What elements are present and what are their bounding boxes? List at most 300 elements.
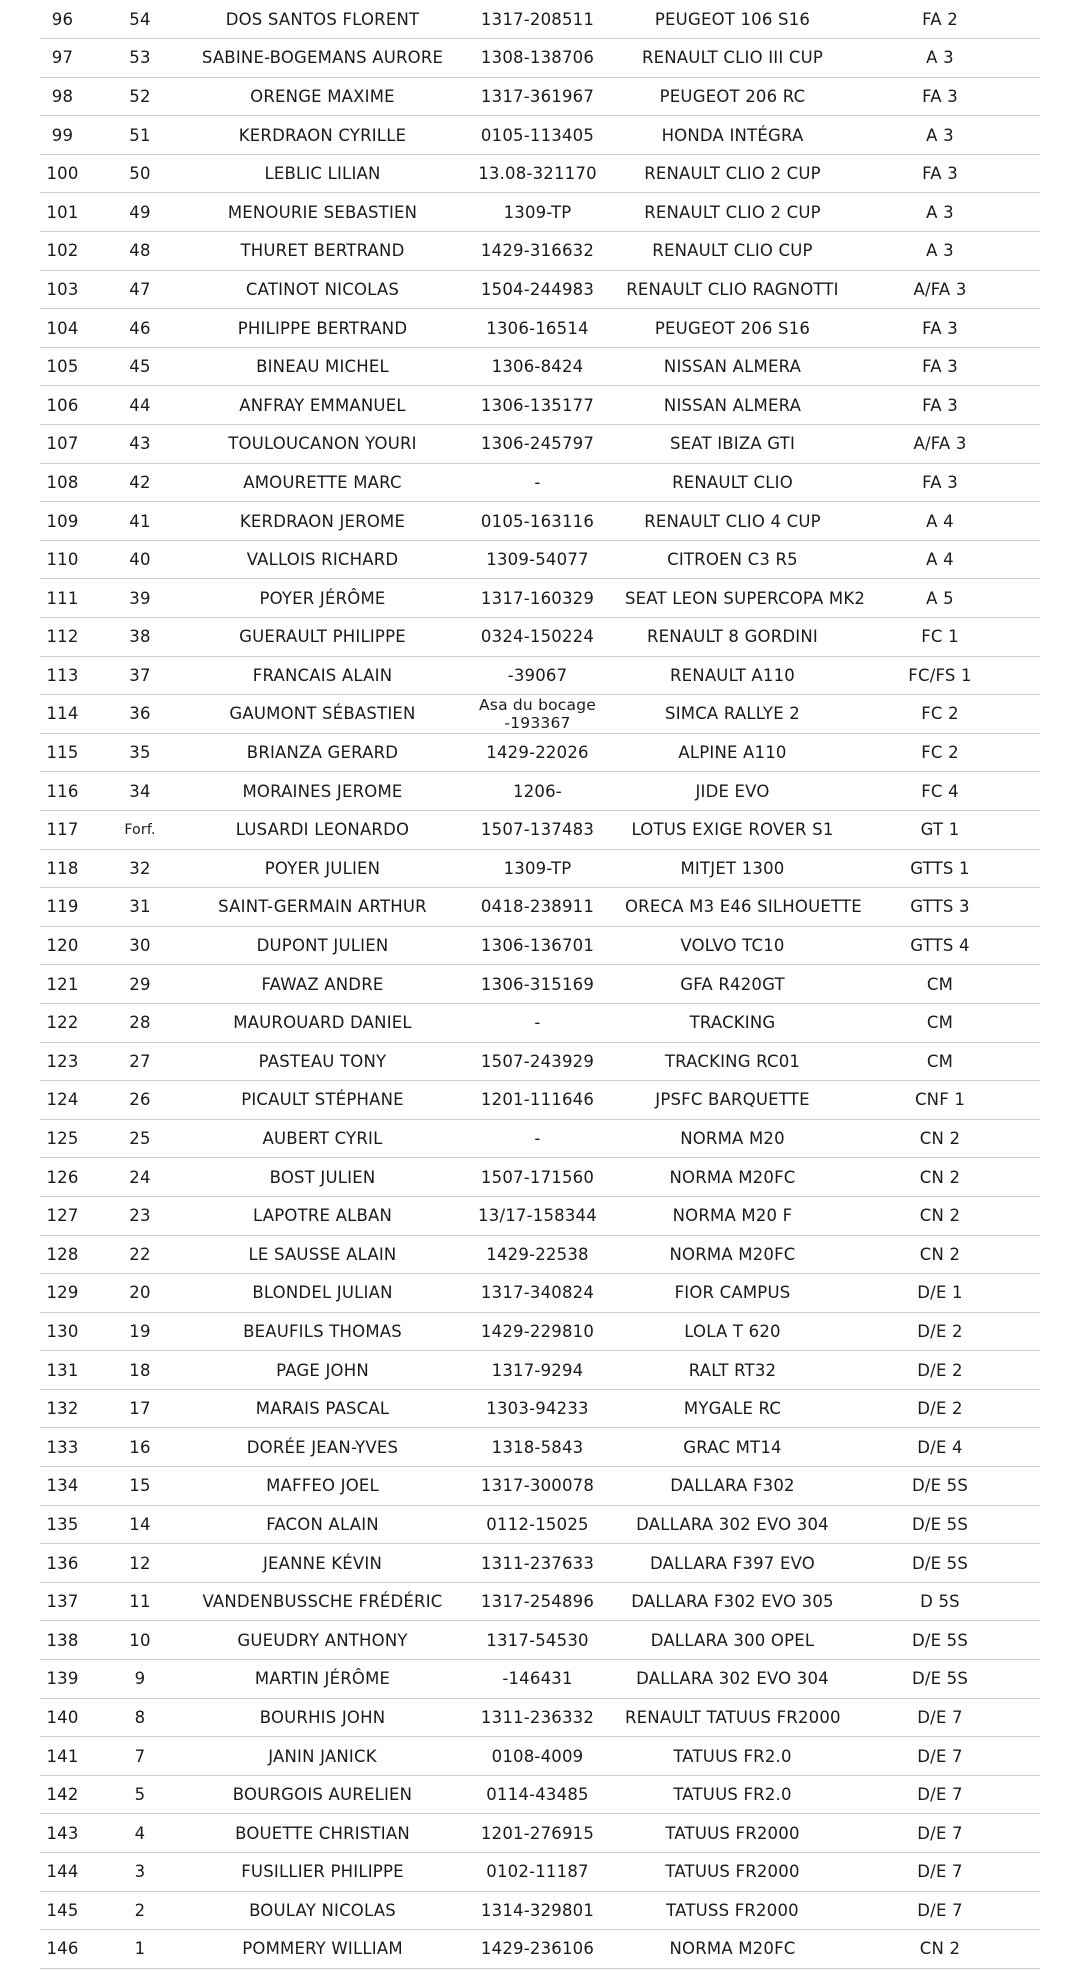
driver-name-cell: MAUROUARD DANIEL bbox=[233, 1013, 412, 1033]
licence-cell: 0105-113405 bbox=[480, 125, 595, 145]
licence-cell: 1306-136701 bbox=[480, 936, 595, 956]
race-number-cell: 26 bbox=[129, 1090, 151, 1110]
driver-name-cell: AUBERT CYRIL bbox=[262, 1129, 383, 1149]
car-model-cell: LOLA T 620 bbox=[684, 1321, 781, 1341]
race-number-cell: 12 bbox=[129, 1553, 151, 1573]
car-model-cell: MYGALE RC bbox=[683, 1399, 782, 1419]
race-number-cell: 28 bbox=[129, 1013, 151, 1033]
table-row bbox=[40, 1544, 1040, 1583]
car-model-cell: TATUUS FR2.0 bbox=[673, 1785, 792, 1805]
table-row bbox=[40, 772, 1040, 811]
licence-cell: -146431 bbox=[502, 1669, 573, 1689]
driver-name-cell: SAINT-GERMAIN ARTHUR bbox=[218, 897, 427, 917]
driver-name-cell: BEAUFILS THOMAS bbox=[243, 1321, 402, 1341]
table-row bbox=[40, 154, 1040, 193]
table-row bbox=[40, 1582, 1040, 1621]
table-row bbox=[40, 810, 1040, 849]
table-row bbox=[40, 926, 1040, 965]
race-number-cell: 34 bbox=[129, 781, 151, 801]
table-row bbox=[40, 888, 1040, 927]
driver-name-cell: BRIANZA GERARD bbox=[246, 743, 399, 763]
position-cell: 103 bbox=[46, 279, 79, 299]
table-row bbox=[40, 1042, 1040, 1081]
licence-cell: 1201-276915 bbox=[480, 1823, 595, 1843]
position-cell: 134 bbox=[46, 1476, 79, 1496]
table-row bbox=[40, 347, 1040, 386]
position-cell: 135 bbox=[46, 1514, 79, 1534]
class-cell: D/E 5S bbox=[911, 1476, 969, 1496]
position-cell: 121 bbox=[46, 974, 79, 994]
table-row bbox=[40, 1351, 1040, 1390]
race-number-cell: 14 bbox=[129, 1514, 151, 1534]
race-number-cell: 30 bbox=[129, 936, 151, 956]
race-number-cell: 36 bbox=[129, 704, 151, 724]
entry-list-body bbox=[40, 0, 1040, 1968]
position-cell: 114 bbox=[46, 704, 79, 724]
driver-name-cell: SABINE-BOGEMANS AURORE bbox=[201, 48, 444, 68]
car-model-cell: NORMA M20 F bbox=[672, 1206, 793, 1226]
licence-cell: 0324-150224 bbox=[480, 627, 595, 647]
driver-name-cell: POYER JULIEN bbox=[264, 858, 381, 878]
race-number-cell: 1 bbox=[134, 1939, 146, 1959]
table-row bbox=[40, 618, 1040, 657]
table-row bbox=[40, 0, 1040, 39]
table-row bbox=[40, 1119, 1040, 1158]
class-cell: FA 2 bbox=[922, 9, 958, 29]
race-number-cell: 27 bbox=[129, 1051, 151, 1071]
table-row bbox=[40, 1158, 1040, 1197]
driver-name-cell: FAWAZ ANDRE bbox=[261, 974, 384, 994]
table-row bbox=[40, 1698, 1040, 1737]
class-cell: CM bbox=[926, 974, 954, 994]
race-number-cell: 47 bbox=[129, 279, 151, 299]
car-model-cell: RENAULT 8 GORDINI bbox=[646, 627, 818, 647]
position-cell: 116 bbox=[46, 781, 79, 801]
table-row bbox=[40, 309, 1040, 348]
car-model-cell: VOLVO TC10 bbox=[680, 936, 785, 956]
race-number-cell: 16 bbox=[129, 1437, 151, 1457]
car-model-cell: NORMA M20 bbox=[680, 1129, 785, 1149]
car-model-cell: RENAULT CLIO 2 CUP bbox=[644, 164, 821, 184]
car-model-cell: TATUUS FR2000 bbox=[665, 1862, 800, 1882]
licence-cell: 1309-54077 bbox=[486, 550, 589, 570]
driver-name-cell: BOURGOIS AURELIEN bbox=[232, 1785, 413, 1805]
driver-name-cell: GUERAULT PHILIPPE bbox=[239, 627, 406, 647]
car-model-cell: RENAULT CLIO RAGNOTTI bbox=[626, 279, 839, 299]
licence-cell: 1306-135177 bbox=[480, 395, 595, 415]
race-number-cell: 51 bbox=[129, 125, 151, 145]
driver-name-cell: FRANCAIS ALAIN bbox=[252, 665, 393, 685]
class-cell: D/E 2 bbox=[917, 1321, 963, 1341]
position-cell: 111 bbox=[46, 588, 79, 608]
licence-cell: 1317-9294 bbox=[491, 1360, 584, 1380]
car-model-cell: RENAULT TATUUS FR2000 bbox=[625, 1707, 841, 1727]
car-model-cell: TRACKING RC01 bbox=[664, 1051, 801, 1071]
car-model-cell: DALLARA 302 EVO 304 bbox=[636, 1514, 829, 1534]
driver-name-cell: THURET BERTRAND bbox=[240, 241, 405, 261]
race-number-cell: 42 bbox=[129, 472, 151, 492]
licence-cell: 1318-5843 bbox=[491, 1437, 584, 1457]
car-model-cell: PEUGEOT 106 S16 bbox=[654, 9, 811, 29]
position-cell: 107 bbox=[46, 434, 79, 454]
class-cell: D/E 7 bbox=[917, 1785, 963, 1805]
class-cell: GTTS 3 bbox=[910, 897, 970, 917]
car-model-cell: RENAULT CLIO III CUP bbox=[641, 48, 824, 68]
car-model-cell: NISSAN ALMERA bbox=[663, 357, 802, 377]
licence-cell: 1303-94233 bbox=[486, 1399, 589, 1419]
table-row bbox=[40, 1428, 1040, 1467]
licence-cell: 1317-160329 bbox=[480, 588, 595, 608]
car-model-cell: NORMA M20FC bbox=[669, 1244, 796, 1264]
table-row bbox=[40, 386, 1040, 425]
car-model-cell: SEAT LEON SUPERCOPA MK2 bbox=[625, 588, 866, 608]
licence-cell: 1507-243929 bbox=[480, 1051, 595, 1071]
licence-cell: 1317-208511 bbox=[480, 9, 595, 29]
driver-name-cell: LAPOTRE ALBAN bbox=[252, 1206, 393, 1226]
position-cell: 137 bbox=[46, 1592, 79, 1612]
table-row bbox=[40, 540, 1040, 579]
car-model-cell: MITJET 1300 bbox=[680, 858, 785, 878]
class-cell: CN 2 bbox=[919, 1939, 961, 1959]
position-cell: 125 bbox=[46, 1129, 79, 1149]
driver-name-cell: JANIN JANICK bbox=[268, 1746, 377, 1766]
position-cell: 113 bbox=[46, 665, 79, 685]
car-model-cell: GFA R420GT bbox=[680, 974, 785, 994]
class-cell: D/E 5S bbox=[911, 1630, 969, 1650]
race-number-cell: 31 bbox=[129, 897, 151, 917]
race-number-cell: 52 bbox=[129, 86, 151, 106]
driver-name-cell: BOULAY NICOLAS bbox=[249, 1900, 396, 1920]
licence-cell: 1314-329801 bbox=[480, 1900, 595, 1920]
class-cell: A 3 bbox=[926, 241, 954, 261]
driver-name-cell: ANFRAY EMMANUEL bbox=[239, 395, 406, 415]
table-row bbox=[40, 39, 1040, 78]
entry-list-table bbox=[40, 0, 1040, 1969]
driver-name-cell: DOS SANTOS FLORENT bbox=[225, 9, 420, 29]
table-row bbox=[40, 733, 1040, 772]
table-row bbox=[40, 695, 1040, 734]
class-cell: FC 1 bbox=[921, 627, 959, 647]
position-cell: 146 bbox=[46, 1939, 79, 1959]
driver-name-cell: GAUMONT SÉBASTIEN bbox=[229, 704, 416, 724]
table-row bbox=[40, 502, 1040, 541]
driver-name-cell: BOST JULIEN bbox=[269, 1167, 376, 1187]
class-cell: A/FA 3 bbox=[913, 279, 967, 299]
driver-name-cell: MENOURIE SEBASTIEN bbox=[227, 202, 418, 222]
licence-cell: 1308-138706 bbox=[480, 48, 595, 68]
licence-cell: 1206- bbox=[513, 781, 562, 801]
table-row bbox=[40, 965, 1040, 1004]
position-cell: 115 bbox=[46, 743, 79, 763]
table-row bbox=[40, 270, 1040, 309]
driver-name-cell: FUSILLIER PHILIPPE bbox=[241, 1862, 404, 1882]
position-cell: 136 bbox=[46, 1553, 79, 1573]
licence-cell: 1429-22538 bbox=[486, 1244, 589, 1264]
licence-cell: - bbox=[534, 472, 541, 492]
class-cell: CN 2 bbox=[919, 1167, 961, 1187]
class-cell: D/E 5S bbox=[911, 1514, 969, 1534]
licence-cell: 1311-237633 bbox=[480, 1553, 595, 1573]
car-model-cell: JPSFC BARQUETTE bbox=[655, 1090, 810, 1110]
table-row bbox=[40, 1467, 1040, 1506]
race-number-cell: 29 bbox=[129, 974, 151, 994]
position-cell: 139 bbox=[46, 1669, 79, 1689]
licence-cell: 0418-238911 bbox=[480, 897, 595, 917]
car-model-cell: RALT RT32 bbox=[688, 1360, 777, 1380]
class-cell: CN 2 bbox=[919, 1244, 961, 1264]
licence-cell: 1429-316632 bbox=[480, 241, 595, 261]
class-cell: CN 2 bbox=[919, 1206, 961, 1226]
race-number-cell: 37 bbox=[129, 665, 151, 685]
car-model-cell: GRAC MT14 bbox=[683, 1437, 782, 1457]
race-number-cell: 49 bbox=[129, 202, 151, 222]
class-cell: D 5S bbox=[920, 1592, 960, 1612]
class-cell: D/E 5S bbox=[911, 1553, 969, 1573]
licence-cell: Asa du bocage -193367 bbox=[478, 695, 596, 732]
race-number-cell: 9 bbox=[134, 1669, 146, 1689]
car-model-cell: DALLARA F302 EVO 305 bbox=[631, 1592, 834, 1612]
race-number-cell: 5 bbox=[134, 1785, 146, 1805]
class-cell: FA 3 bbox=[922, 164, 958, 184]
licence-cell: 1507-137483 bbox=[480, 820, 595, 840]
class-cell: CNF 1 bbox=[914, 1090, 966, 1110]
car-model-cell: JIDE EVO bbox=[695, 781, 770, 801]
car-model-cell: LOTUS EXIGE ROVER S1 bbox=[631, 820, 834, 840]
table-row bbox=[40, 1853, 1040, 1892]
race-number-cell: 15 bbox=[129, 1476, 151, 1496]
class-cell: A 4 bbox=[926, 511, 954, 531]
car-model-cell: RENAULT A110 bbox=[669, 665, 796, 685]
race-number-cell: 25 bbox=[129, 1129, 151, 1149]
driver-name-cell: MARAIS PASCAL bbox=[255, 1399, 390, 1419]
table-row bbox=[40, 579, 1040, 618]
race-number-cell: 22 bbox=[129, 1244, 151, 1264]
race-number-cell: 24 bbox=[129, 1167, 151, 1187]
position-cell: 131 bbox=[46, 1360, 79, 1380]
position-cell: 108 bbox=[46, 472, 79, 492]
car-model-cell: CITROEN C3 R5 bbox=[667, 550, 798, 570]
licence-cell: 1429-229810 bbox=[480, 1321, 595, 1341]
licence-cell: 1306-315169 bbox=[480, 974, 595, 994]
race-number-cell: 44 bbox=[129, 395, 151, 415]
car-model-cell: TRACKING bbox=[689, 1013, 776, 1033]
car-model-cell: NISSAN ALMERA bbox=[663, 395, 802, 415]
licence-cell: 1306-16514 bbox=[486, 318, 589, 338]
class-cell: GT 1 bbox=[920, 820, 960, 840]
driver-name-cell: KERDRAON CYRILLE bbox=[238, 125, 407, 145]
driver-name-cell: LEBLIC LILIAN bbox=[264, 164, 381, 184]
race-number-cell: 23 bbox=[129, 1206, 151, 1226]
class-cell: FC/FS 1 bbox=[908, 665, 972, 685]
race-number-cell: 50 bbox=[129, 164, 151, 184]
class-cell: D/E 2 bbox=[917, 1360, 963, 1380]
driver-name-cell: TOULOUCANON YOURI bbox=[228, 434, 417, 454]
table-row bbox=[40, 1274, 1040, 1313]
class-cell: D/E 7 bbox=[917, 1746, 963, 1766]
licence-cell: 13/17-158344 bbox=[478, 1206, 597, 1226]
position-cell: 123 bbox=[46, 1051, 79, 1071]
licence-cell: 13.08-321170 bbox=[478, 164, 597, 184]
position-cell: 141 bbox=[46, 1746, 79, 1766]
race-number-cell: 45 bbox=[129, 357, 151, 377]
car-model-cell: FIOR CAMPUS bbox=[674, 1283, 791, 1303]
race-number-cell: Forf. bbox=[124, 821, 156, 838]
table-row bbox=[40, 1312, 1040, 1351]
position-cell: 145 bbox=[46, 1900, 79, 1920]
car-model-cell: DALLARA F302 bbox=[670, 1476, 795, 1496]
licence-cell: - bbox=[534, 1129, 541, 1149]
table-row bbox=[40, 1389, 1040, 1428]
driver-name-cell: ORENGE MAXIME bbox=[250, 86, 395, 106]
position-cell: 117 bbox=[46, 820, 79, 840]
position-cell: 130 bbox=[46, 1321, 79, 1341]
driver-name-cell: VALLOIS RICHARD bbox=[246, 550, 399, 570]
driver-name-cell: BOUETTE CHRISTIAN bbox=[235, 1823, 410, 1843]
licence-cell: 1317-361967 bbox=[480, 86, 595, 106]
car-model-cell: DALLARA 300 OPEL bbox=[650, 1630, 815, 1650]
position-cell: 104 bbox=[46, 318, 79, 338]
class-cell: D/E 7 bbox=[917, 1707, 963, 1727]
driver-name-cell: POMMERY WILLIAM bbox=[242, 1939, 403, 1959]
class-cell: A 3 bbox=[926, 48, 954, 68]
position-cell: 142 bbox=[46, 1785, 79, 1805]
class-cell: D/E 4 bbox=[917, 1437, 963, 1457]
licence-cell: 1309-TP bbox=[503, 858, 572, 878]
race-number-cell: 46 bbox=[129, 318, 151, 338]
driver-name-cell: PAGE JOHN bbox=[276, 1360, 369, 1380]
position-cell: 100 bbox=[46, 164, 79, 184]
class-cell: D/E 5S bbox=[911, 1669, 969, 1689]
class-cell: GTTS 1 bbox=[910, 858, 970, 878]
race-number-cell: 4 bbox=[134, 1823, 146, 1843]
driver-name-cell: BINEAU MICHEL bbox=[256, 357, 389, 377]
driver-name-cell: MORAINES JEROME bbox=[242, 781, 403, 801]
driver-name-cell: GUEUDRY ANTHONY bbox=[237, 1630, 408, 1650]
licence-cell: 1317-254896 bbox=[480, 1592, 595, 1612]
class-cell: D/E 7 bbox=[917, 1862, 963, 1882]
race-number-cell: 41 bbox=[129, 511, 151, 531]
table-row bbox=[40, 656, 1040, 695]
class-cell: A 3 bbox=[926, 125, 954, 145]
class-cell: CN 2 bbox=[919, 1129, 961, 1149]
licence-cell: 1317-340824 bbox=[480, 1283, 595, 1303]
position-cell: 110 bbox=[46, 550, 79, 570]
race-number-cell: 18 bbox=[129, 1360, 151, 1380]
race-number-cell: 11 bbox=[129, 1592, 151, 1612]
class-cell: FC 2 bbox=[921, 704, 959, 724]
driver-name-cell: BOURHIS JOHN bbox=[259, 1707, 386, 1727]
licence-cell: 1311-236332 bbox=[480, 1707, 595, 1727]
table-row bbox=[40, 1081, 1040, 1120]
position-cell: 101 bbox=[46, 202, 79, 222]
table-row bbox=[40, 425, 1040, 464]
position-cell: 128 bbox=[46, 1244, 79, 1264]
class-cell: FC 2 bbox=[921, 743, 959, 763]
position-cell: 138 bbox=[46, 1630, 79, 1650]
class-cell: FA 3 bbox=[922, 357, 958, 377]
licence-cell: 0114-43485 bbox=[486, 1785, 589, 1805]
class-cell: GTTS 4 bbox=[910, 936, 970, 956]
car-model-cell: SEAT IBIZA GTI bbox=[669, 434, 796, 454]
race-number-cell: 8 bbox=[134, 1707, 146, 1727]
licence-cell: 0105-163116 bbox=[480, 511, 595, 531]
race-number-cell: 2 bbox=[134, 1900, 146, 1920]
position-cell: 140 bbox=[46, 1707, 79, 1727]
table-row bbox=[40, 1930, 1040, 1969]
table-row bbox=[40, 1775, 1040, 1814]
class-cell: FC 4 bbox=[921, 781, 959, 801]
driver-name-cell: AMOURETTE MARC bbox=[243, 472, 402, 492]
table-row bbox=[40, 1505, 1040, 1544]
driver-name-cell: VANDENBUSSCHE FRÉDÉRIC bbox=[202, 1592, 443, 1612]
licence-cell: 1429-22026 bbox=[486, 743, 589, 763]
class-cell: A/FA 3 bbox=[913, 434, 967, 454]
position-cell: 124 bbox=[46, 1090, 79, 1110]
licence-cell: 0112-15025 bbox=[486, 1514, 589, 1534]
class-cell: FA 3 bbox=[922, 86, 958, 106]
class-cell: D/E 7 bbox=[917, 1823, 963, 1843]
licence-cell: 1504-244983 bbox=[480, 279, 595, 299]
table-row bbox=[40, 1891, 1040, 1930]
position-cell: 126 bbox=[46, 1167, 79, 1187]
licence-cell: 1309-TP bbox=[503, 202, 572, 222]
class-cell: A 4 bbox=[926, 550, 954, 570]
position-cell: 133 bbox=[46, 1437, 79, 1457]
class-cell: D/E 1 bbox=[917, 1283, 963, 1303]
position-cell: 99 bbox=[51, 125, 74, 145]
licence-cell: - bbox=[534, 1013, 541, 1033]
car-model-cell: TATUSS FR2000 bbox=[666, 1900, 799, 1920]
position-cell: 105 bbox=[46, 357, 79, 377]
position-cell: 119 bbox=[46, 897, 79, 917]
class-cell: CM bbox=[926, 1051, 954, 1071]
class-cell: FA 3 bbox=[922, 395, 958, 415]
licence-cell: 1306-245797 bbox=[480, 434, 595, 454]
table-row bbox=[40, 1003, 1040, 1042]
car-model-cell: RENAULT CLIO CUP bbox=[652, 241, 813, 261]
class-cell: FA 3 bbox=[922, 472, 958, 492]
licence-cell: 1306-8424 bbox=[491, 357, 584, 377]
table-row bbox=[40, 463, 1040, 502]
position-cell: 97 bbox=[51, 48, 74, 68]
car-model-cell: NORMA M20FC bbox=[669, 1939, 796, 1959]
position-cell: 102 bbox=[46, 241, 79, 261]
car-model-cell: RENAULT CLIO 2 CUP bbox=[644, 202, 821, 222]
licence-cell: 1317-54530 bbox=[486, 1630, 589, 1650]
driver-name-cell: LUSARDI LEONARDO bbox=[235, 820, 410, 840]
car-model-cell: ALPINE A110 bbox=[678, 743, 787, 763]
car-model-cell: DALLARA F397 EVO bbox=[650, 1553, 815, 1573]
race-number-cell: 54 bbox=[129, 9, 151, 29]
driver-name-cell: JEANNE KÉVIN bbox=[262, 1553, 383, 1573]
table-row bbox=[40, 77, 1040, 116]
driver-name-cell: LE SAUSSE ALAIN bbox=[248, 1244, 397, 1264]
licence-cell: 1317-300078 bbox=[480, 1476, 595, 1496]
race-number-cell: 43 bbox=[129, 434, 151, 454]
class-cell: FA 3 bbox=[922, 318, 958, 338]
race-number-cell: 10 bbox=[129, 1630, 151, 1650]
race-number-cell: 39 bbox=[129, 588, 151, 608]
class-cell: D/E 7 bbox=[917, 1900, 963, 1920]
car-model-cell: SIMCA RALLYE 2 bbox=[665, 704, 800, 724]
position-cell: 112 bbox=[46, 627, 79, 647]
licence-cell: 0102-11187 bbox=[486, 1862, 589, 1882]
class-cell: A 5 bbox=[926, 588, 954, 608]
table-row bbox=[40, 1660, 1040, 1699]
table-row bbox=[40, 1621, 1040, 1660]
race-number-cell: 35 bbox=[129, 743, 151, 763]
car-model-cell: ORECA M3 E46 SILHOUETTE bbox=[625, 897, 862, 917]
